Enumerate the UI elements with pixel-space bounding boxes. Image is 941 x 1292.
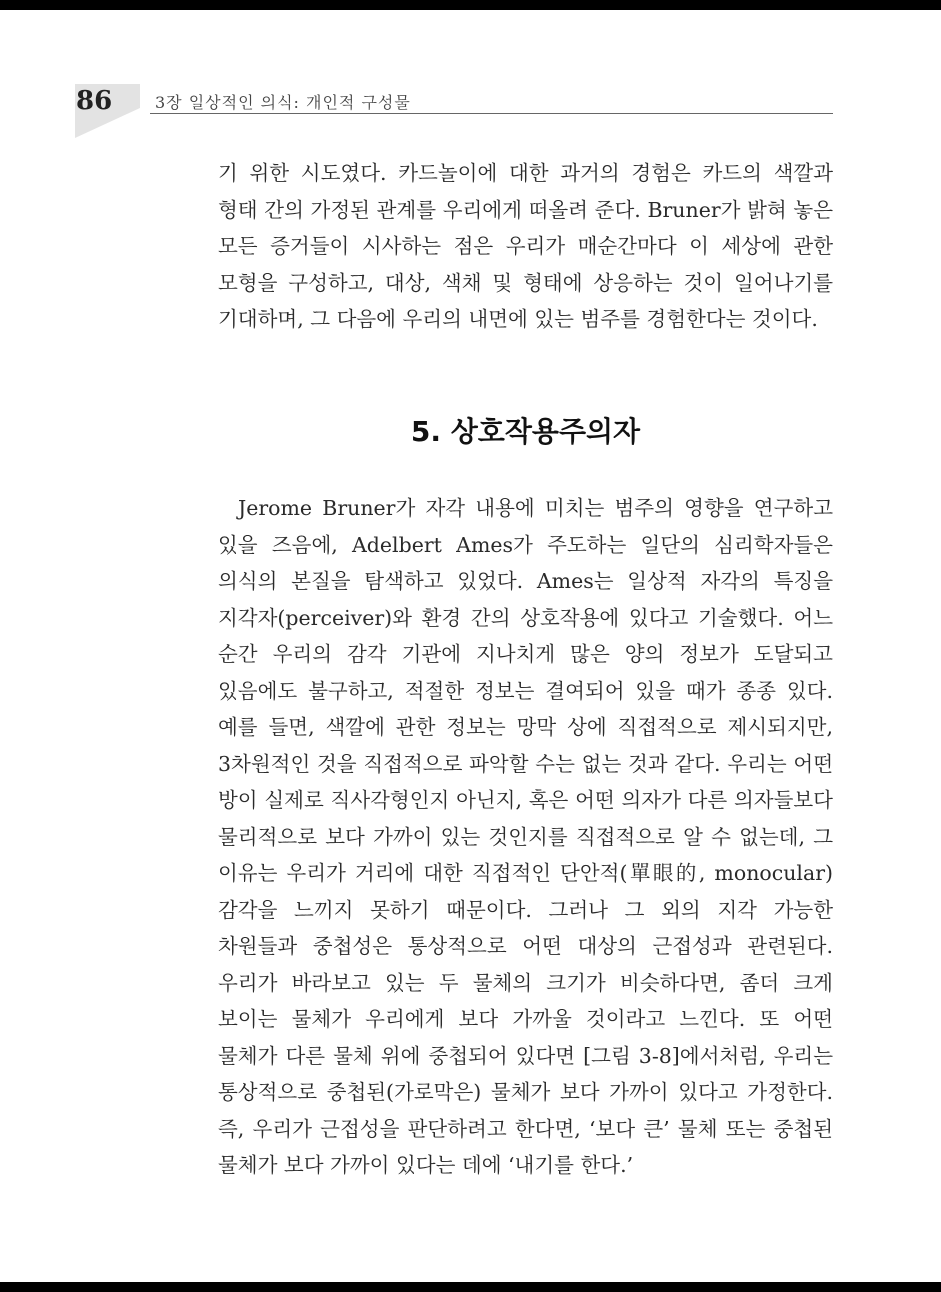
paragraph-interactionist: Jerome Bruner가 자각 내용에 미치는 범주의 영향을 연구하고 있을 즈음에, Adelbert Ames가 주도하는 일단의 심리학자들은 의식의 본질을 탐색하고 있었다. Ames는 일상적 자각의 특징을 지각자(perceiver)와 환경 간의 상호작용에 있다고 기술했다. 어느 순간 우리의 감각 기관에 지나치게 많은 양의 정보가 도달되고 있음에도 불구하고, 적절한 정보는 결여되어 있을 때가 종종 있다. 예를 들면, 색깔에 관한 정보는 망막 상에 직접적으로 제시되지만, 3차원적인 것을 직접적으로 파악할 수는 없는 것과 같다. 우리는 어떤 방이 실제로 직사각형인지 아닌지, 혹은 어떤 의자가 다른 의자들보다 물리적으로 보다 가까이 있는 것인지를 직접적으로 알 수 없는데, 그 이유는 우리가 거리에 대한 직접적인 단안적(單眼的, monocular) 감각을 느끼지 못하기 때문이다. 그러나 그 외의 지각 가능한 차원들과 중첩성은 통상적으로 어떤 대상의 근접성과 관련된다. 우리가 바라보고 있는 두 물체의 크기가 비슷하다면, 좀더 크게 보이는 물체가 우리에게 보다 가까울 것이라고 느낀다. 또 어떤 물체가 다른 물체 위에 중첩되어 있다면 [그림 3-8]에서처럼, 우리는 통상적으로 중첩된(가로막은) 물체가 보다 가까이 있다고 가정한다. 즉, 우리가 근접성을 판단하려고 한다면, ‘보다 큰’ 물체 또는 중첩된 물체가 보다 가까이 있다는 데에 ‘내기를 한다.’ — [218, 496, 833, 1177]
page-number-tab — [0, 84, 140, 138]
section-heading: 5. 상호작용주의자 — [410, 415, 641, 448]
header-rule — [150, 113, 833, 114]
paragraph-continued: 기 위한 시도였다. 카드놀이에 대한 과거의 경험은 카드의 색깔과 형태 간의 가정된 관계를 우리에게 떠올려 준다. Bruner가 밝혀 놓은 모든 증거들이 시사하는 점은 우리가 매순간마다 이 세상에 관한 모형을 구성하고, 대상, 색채 및 형태에 상응하는 것이 일어나기를 기대하며, 그 다음에 우리의 내면에 있는 범주를 경험한다는 것이다. — [218, 161, 833, 331]
bottom-border — [0, 1282, 941, 1292]
running-head: 3장 일상적인 의식: 개인적 구성물 — [155, 93, 411, 112]
page-number: 86 — [76, 86, 113, 116]
top-border — [0, 0, 941, 10]
